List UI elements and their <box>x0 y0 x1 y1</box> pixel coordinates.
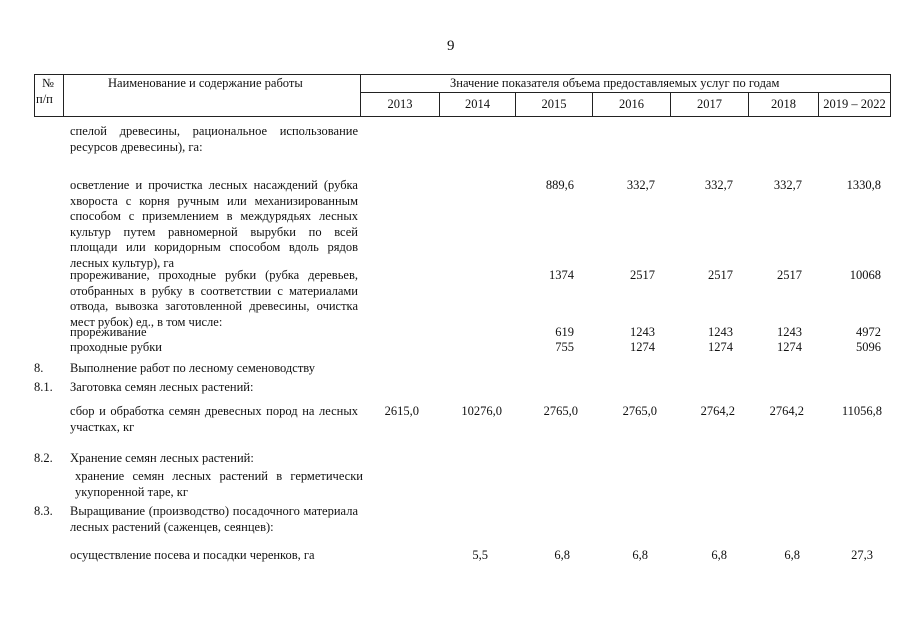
value-2015: 755 <box>555 340 574 354</box>
header-name-label: Наименование и содержание работы <box>108 76 303 90</box>
row-number: 8.2. <box>34 451 53 465</box>
row-description: хранение семян лесных растений в герметически укупоренной таре, кг <box>75 469 363 499</box>
value-2018: 6,8 <box>784 548 800 562</box>
year-header: 2018 <box>771 97 796 111</box>
year-header: 2015 <box>541 97 567 111</box>
value-2018: 1243 <box>777 325 802 339</box>
value-2016: 2765,0 <box>622 404 657 418</box>
value-2013: 2615,0 <box>384 404 419 418</box>
value-2018: 332,7 <box>773 178 802 192</box>
value-2015: 2765,0 <box>543 404 578 418</box>
row-description: осветление и прочистка лесных насаждений (рубка хвороста с корня ручным или механизированным способом с приземлением в междурядьях лесных культур путем равномерной вырубки по всей площади или коридорным способом вдоль рядов лесных культур), га <box>70 178 358 270</box>
value-2019-2022: 27,3 <box>851 548 873 562</box>
year-header: 2019 – 2022 <box>823 97 886 111</box>
header-num-label: № <box>42 76 54 90</box>
header-bottom-border <box>34 116 891 117</box>
value-2017: 332,7 <box>704 178 733 192</box>
row-description: Выполнение работ по лесному семеноводству <box>70 361 316 375</box>
table-header <box>34 74 891 116</box>
value-2014: 5,5 <box>472 548 488 562</box>
value-2017: 2517 <box>708 268 733 282</box>
value-2017: 6,8 <box>711 548 727 562</box>
year-header: 2017 <box>697 97 722 111</box>
row-description: спелой древесины, рациональное использование ресурсов древесины), га: <box>70 124 358 154</box>
value-2019-2022: 4972 <box>856 325 881 339</box>
header-border <box>34 74 35 117</box>
header-border <box>890 74 891 117</box>
year-header: 2014 <box>465 97 490 111</box>
value-2016: 2517 <box>630 268 655 282</box>
value-2014: 10276,0 <box>461 404 502 418</box>
header-border <box>63 74 64 117</box>
row-description: проходные рубки <box>70 340 162 354</box>
value-2019-2022: 11056,8 <box>841 404 882 418</box>
header-top-border <box>34 74 891 75</box>
row-number: 8. <box>34 361 44 375</box>
value-2016: 1274 <box>630 340 655 354</box>
row-number: 8.3. <box>34 504 53 518</box>
value-2015: 619 <box>555 325 574 339</box>
value-2019-2022: 1330,8 <box>846 178 881 192</box>
row-description: осуществление посева и посадки черенков, га <box>70 548 315 562</box>
value-2015: 889,6 <box>545 178 574 192</box>
value-2018: 2517 <box>777 268 802 282</box>
page-number: 9 <box>447 38 455 54</box>
value-2016: 6,8 <box>632 548 648 562</box>
value-2018: 1274 <box>777 340 802 354</box>
value-2015: 6,8 <box>554 548 570 562</box>
value-2016: 332,7 <box>626 178 655 192</box>
value-2017: 1243 <box>708 325 733 339</box>
row-number: 8.1. <box>34 380 53 394</box>
value-2015: 1374 <box>549 268 574 282</box>
row-description: сбор и обработка семян древесных пород на лесных участках, кг <box>70 404 358 434</box>
value-2017: 2764,2 <box>700 404 735 418</box>
row-description: Хранение семян лесных растений: <box>70 451 254 465</box>
value-2019-2022: 5096 <box>856 340 881 354</box>
year-header: 2016 <box>619 97 644 111</box>
value-2019-2022: 10068 <box>849 268 881 282</box>
value-2017: 1274 <box>708 340 733 354</box>
row-description: Заготовка семян лесных растений: <box>70 380 254 394</box>
year-header: 2013 <box>387 97 413 111</box>
row-description: прореживание, проходные рубки (рубка деревьев, отобранных в рубку в соответствии с материалами отвода, вывозка заготовленной древесины, очистка мест рубок) ед., в том числе: <box>70 268 358 329</box>
header-values-label: Значение показателя объема предоставляемых услуг по годам <box>450 76 780 90</box>
header-num-label: п/п <box>36 92 53 106</box>
value-2016: 1243 <box>630 325 655 339</box>
row-description: Выращивание (производство) посадочного материала лесных растений (саженцев, сеянцев): <box>70 504 358 534</box>
row-description: прореживание <box>70 325 147 339</box>
value-2018: 2764,2 <box>769 404 804 418</box>
